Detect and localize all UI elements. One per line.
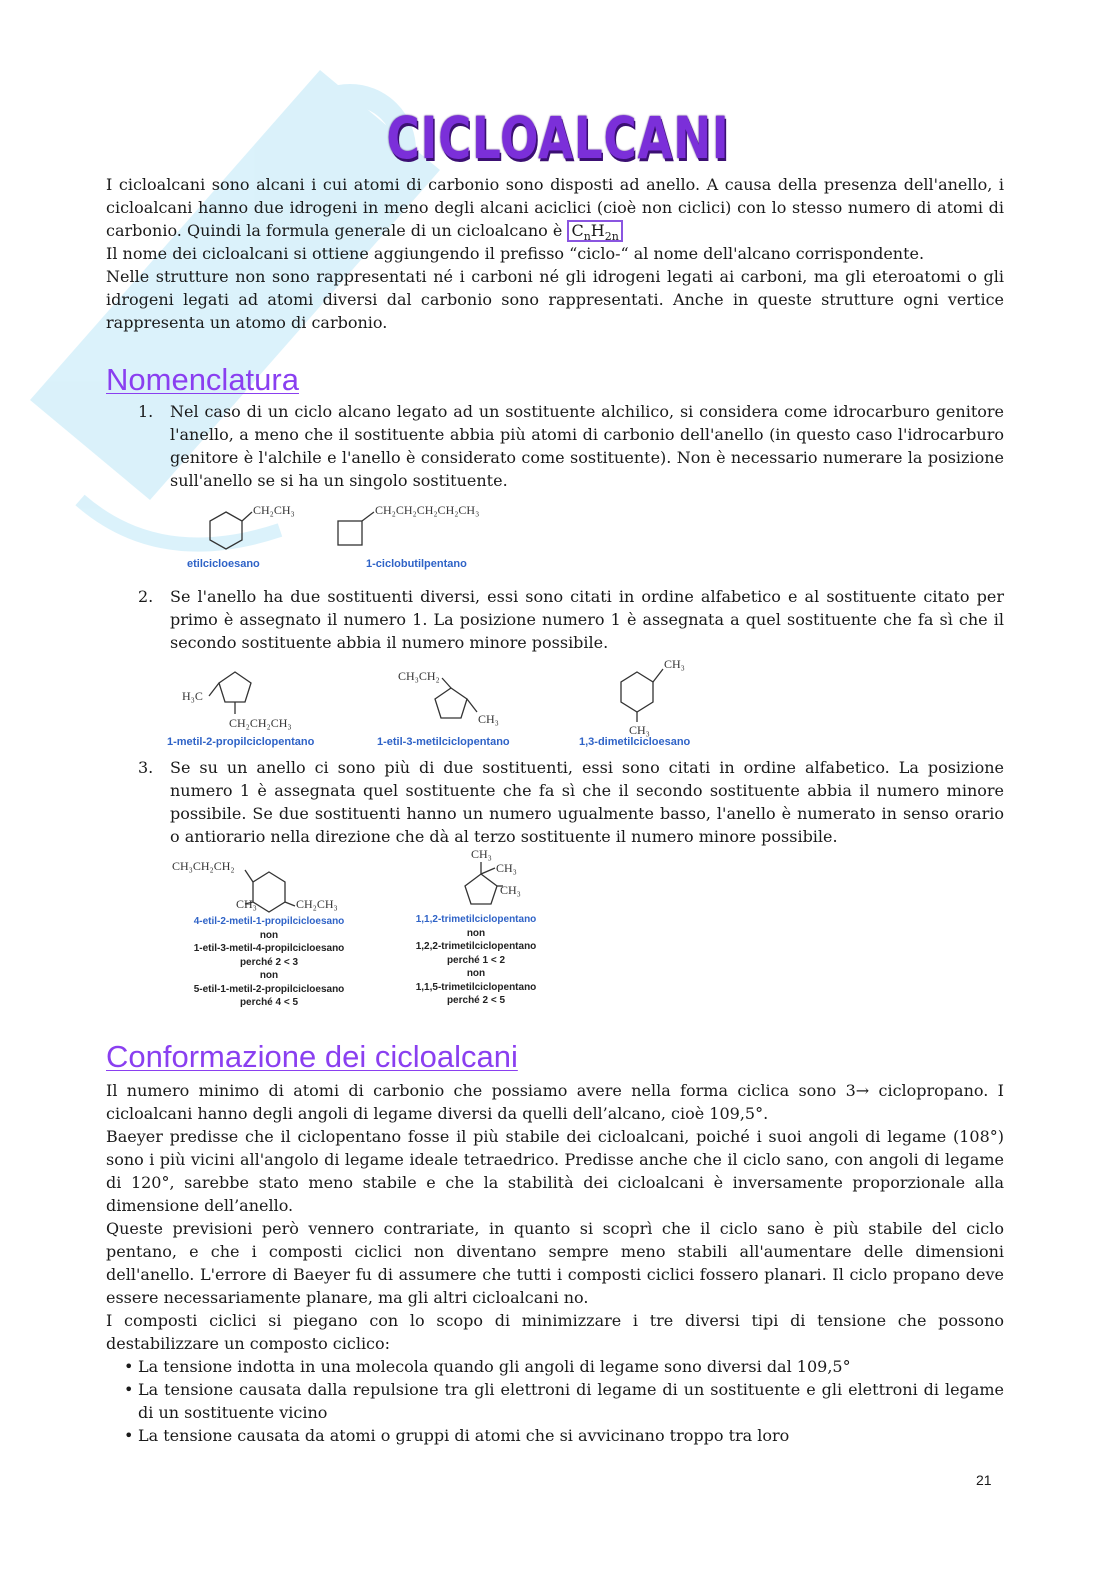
conformation-paragraph-3: Queste previsioni però vennero contrariate, in quanto si scoprì che il ciclo sano è più stabile del ciclo pentano, e che i composti ciclici non diventano sempre meno stabili all'aumentare delle dimensioni dell'anello. L'errore di Baeyer fu di assumere che tutti i composti ciclici fossero planari. Il ciclo propano deve essere necessariamente planare, ma gli altri cicloalcani no. (106, 1219, 1004, 1307)
rule-text: Se l'anello ha due sostituenti diversi, essi sono citati in ordine alfabetico e al sostituente citato per primo è assegnato il numero 1. La posizione numero 1 è assegnata a quel sostituente che fa sì che il secondo sostituente abbia il numero minore possibile. (170, 587, 1004, 652)
caption-line: 1,1,5-trimetilciclopentano (415, 982, 537, 993)
conformation-paragraph-4: I composti ciclici si piegano con lo scopo di minimizzare i tre diversi tipi di tensione che possono destabilizzare un composto ciclico: (106, 1311, 1004, 1353)
caption-line: perché 1 < 2 (446, 955, 506, 966)
caption-line: non (466, 968, 486, 979)
cyclohexane-structure-2 (621, 669, 663, 722)
list-item: • La tensione indotta in una molecola quando gli angoli di legame sono diversi dal 109,5° (106, 1355, 1004, 1378)
caption-line: 1,2,2-trimetilciclopentano (415, 941, 537, 952)
rule-number: 2. (138, 587, 154, 606)
conformation-text (106, 1079, 1004, 1355)
ethyl-label: CH₂CH₃ (296, 897, 338, 911)
caption-line: perché 2 < 5 (446, 995, 506, 1006)
methyl-label-b: CH₃ (664, 657, 685, 671)
caption-ciclobutilpentano: 1-ciclobutilpentano (366, 558, 467, 570)
intro-paragraph-2: Il nome dei cicloalcani si ottiene aggiungendo il prefisso “ciclo-“ al nome dell'alcano corrispondente. (106, 244, 925, 263)
conformation-paragraph-1: Il numero minimo di atomi di carbonio che possiamo avere nella forma ciclica sono 3→ ciclopropano. I cicloalcani hanno degli angoli di legame diversi da quelli dell’alcano, cioè 109,5°. (106, 1081, 1004, 1123)
caption-etil-metilciclopentano: 1-etil-3-metilciclopentano (377, 736, 510, 748)
section-heading-nomenclatura: Nomenclatura (106, 362, 299, 397)
ethyl-label: CH₃CH₂ (398, 669, 440, 683)
rule-text: Nel caso di un ciclo alcano legato ad un sostituente alchilico, si considera come idrocarburo genitore l'anello, a meno che il sostituente abbia più atomi di carbonio dell'anello (in questo caso l'idrocarburo genitore è l'alchile e l'anello è considerato come sostituente). Non è necessario numerare la posizione sull'anello se si ha un singolo sostituente. (170, 402, 1004, 490)
cyclohexane-structure (210, 512, 252, 549)
conformation-paragraph-2: Baeyer predisse che il ciclopentano fosse il più stabile dei cicloalcani, poiché i suoi angoli di legame (108°) sono i più vicini all'angolo di legame ideale tetraedrico. Predisse anche che il ciclo sano, con angoli di legame di 120°, sarebbe stato meno stabile e che la stabilità dei cicloalcani è inversamente proporzionale alla dimensione dell’anello. (106, 1127, 1004, 1215)
methyl-label-h3c: H₃C (182, 689, 203, 703)
rule-number: 3. (138, 758, 154, 777)
intro-paragraph-3: Nelle strutture non sono rappresentati né i carboni né gli idrogeni legati ai carboni, ma gli eteroatomi o gli idrogeni legati ad atomi diversi dal carbonio sono rappresentati. Anche in queste strutture ogni vertice rappresenta un atomo di carbonio. (106, 267, 1004, 332)
figure-two-substituents (165, 652, 725, 752)
caption-line: 1,1,2-trimetilciclopentano (415, 914, 537, 925)
propyl-label: CH₂CH₂CH₃ (229, 716, 292, 730)
page-number: 21 (976, 1472, 992, 1488)
pentyl-group-label: CH₂CH₂CH₂CH₂CH₃ (375, 503, 480, 517)
caption-line: non (466, 928, 486, 939)
methyl-label-1: CH₃ (471, 847, 492, 861)
nomenclature-rule-1 (106, 400, 1004, 492)
methyl-label-2: CH₃ (496, 861, 517, 875)
cyclopentane-structure-2 (435, 678, 477, 718)
caption-metil-propilciclopentano: 1-metil-2-propilciclopentano (167, 736, 315, 748)
nomenclature-rule-3 (106, 756, 1004, 848)
methyl-label: CH₃ (236, 897, 257, 911)
ethyl-group-label: CH₂CH₃ (253, 503, 295, 517)
caption-line: 5-etil-1-metil-2-propilcicloesano (193, 984, 345, 995)
caption-line: non (259, 930, 279, 941)
methyl-label-a: CH₃ (478, 712, 499, 726)
methyl-label-3: CH₃ (500, 883, 521, 897)
general-formula: $C_nH_{2n}$ (567, 220, 622, 242)
intro-paragraph-1: I cicloalcani sono alcani i cui atomi di carbonio sono disposti ad anello. A causa della presenza dell'anello, i cicloalcani hanno due idrogeni in meno degli alcani aciclici (cioè non ciclici) con lo stesso numero di atomi di carbonio. Quindi la formula generale di un cicloalcano è $C_nH_{2n}$ (106, 175, 1004, 244)
rule-text: Se su un anello ci sono più di due sostituenti, essi sono citati in ordine alfabetico. La posizione numero 1 è assegnata quel sostituente che fa sì che il secondo sostituente abbia il numero minore possibile. Se due sostituenti hanno un numero ugualmente basso, l'anello è numerato in senso orario o antiorario nella direzione che dà al terzo sostituente il numero minore possibile. (170, 758, 1004, 846)
figure-three-substituents (165, 846, 565, 1012)
nomenclature-rule-2 (106, 585, 1004, 654)
caption-line: perché 2 < 3 (239, 957, 299, 968)
page-title: CICLOALCANI (386, 104, 730, 172)
caption-line: 1-etil-3-metil-4-propilcicloesano (193, 943, 345, 954)
list-item: • La tensione causata dalla repulsione tra gli elettroni di legame di un sostituente e gli elettroni di legame di un sostituente vicino (106, 1378, 1004, 1424)
cyclobutane-structure (338, 512, 374, 545)
cyclopentane-structure-1 (209, 672, 251, 714)
intro-text (106, 173, 1004, 334)
caption-line: 4-etil-2-metil-1-propilcicloesano (193, 916, 345, 927)
propyl-label: CH₃CH₂CH₂ (172, 859, 235, 873)
rule-number: 1. (138, 402, 154, 421)
methyl-label-c: CH₃ (629, 723, 650, 737)
caption-line: perché 4 < 5 (239, 997, 299, 1008)
section-heading-conformazione: Conformazione dei cicloalcani (106, 1039, 518, 1074)
list-item: • La tensione causata da atomi o gruppi di atomi che si avvicinano troppo tra loro (106, 1424, 1004, 1447)
caption-dimetilcicloesano: 1,3-dimetilcicloesano (579, 736, 691, 748)
caption-etilcicloesano: etilcicloesano (187, 558, 260, 570)
caption-line: non (259, 970, 279, 981)
strain-types-list (106, 1355, 1004, 1447)
figure-single-substituent (170, 500, 530, 576)
